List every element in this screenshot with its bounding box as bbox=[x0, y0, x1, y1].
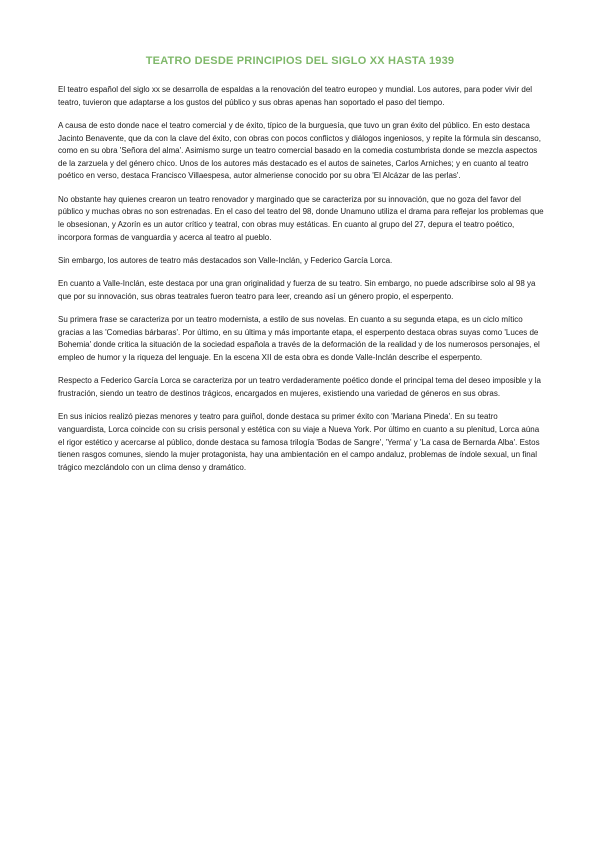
paragraph: El teatro español del siglo xx se desarrolla de espaldas a la renovación del teatro europeo y mundial. Los autores, para poder vivir del teatro, tuvieron que adaptarse a los gustos del público y sus obras apenas han soportado el paso del tiempo. bbox=[58, 85, 533, 107]
paragraph: En sus inicios realizó piezas menores y teatro para guiñol, donde destaca su primer éxito con 'Mariana Pineda'. En su teatro vanguardista, Lorca coincide con su crisis personal y estética con su viaje a Nueva York. Por último en cuanto a su plenitud, Lorca aúna el rigor estético y acercarse al público, donde destaca su famosa trilogía 'Bodas de Sangre', 'Yerma' y 'La casa de Bernarda Alba'. Estos tienen rasgos comunes, siendo la mujer protagonista, hay una ambientación en el campo andaluz, problemas de índole sexual, un final trágico mezclándolo con un clima denso y dramático. bbox=[58, 412, 540, 472]
paragraph: Respecto a Federico García Lorca se caracteriza por un teatro verdaderamente poético donde el principal tema del deseo imposible y la frustración, siendo un teatro de destinos trágicos, encargados en mujeres, existiendo una variedad de géneros en sus obras. bbox=[58, 376, 541, 399]
document-title: TEATRO DESDE PRINCIPIOS DEL SIGLO XX HASTA 1939 bbox=[145, 55, 455, 67]
paragraph: Sin embargo, los autores de teatro más destacados son Valle-Inclán, y Federico García Lorca. bbox=[58, 255, 393, 265]
paragraph: Su primera frase se caracteriza por un teatro modernista, a estilo de sus novelas. En cuanto a su segunda etapa, es un ciclo mítico gracias a las 'Comedias bárbaras'. Por último, en su última y más importante etapa, el esperpento destaca obras suyas como 'Luces de Bohemia' donde critica la situación de la sociedad española a través de la deformación de la realidad y de los numerosos personajes, el empleo de humor y la riqueza del lenguaje. En la escena XII de esta obra es donde Valle-Inclán describe el esperpento. bbox=[58, 315, 540, 363]
paragraph: No obstante hay quienes crearon un teatro renovador y marginado que se caracteriza por su innovación, que no goza del favor del público y muchas obras no son estrenadas. En el caso del teatro del 98, donde Unamuno utiliza el drama para reflejar los problemas que le obsesionan, y Azorín es un autor crítico y teatral, con obras muy estáticas. En cuanto al grupo del 27, depura el teatro poético, incorpora formas de vanguardia y acerca al teatro al pueblo. bbox=[58, 194, 544, 242]
paragraph: En cuanto a Valle-Inclán, este destaca por una gran originalidad y fuerza de su teatro. Sin embargo, no puede adscribirse solo al 98 ya que por su innovación, sus obras teatrales fueron teatro para leer, creando así un género propio, el esperpento. bbox=[58, 279, 536, 301]
document-body bbox=[58, 84, 544, 485]
paragraph: A causa de esto donde nace el teatro comercial y de éxito, típico de la burguesía, que tuvo un gran éxito del público. En esto destaca Jacinto Benavente, que da con la clave del éxito, con obras con pocos conflictos y diálogos ingeniosos, y repite la fórmula sin descanso, como en su obra 'Señora del alma'. Asimismo surge un teatro comercial basado en la comedia costumbrista donde se mezcla aspectos de la zarzuela y del género chico. Unos de los autores más destacado es el autos de sainetes, Carlos Arniches; y en cuanto al teatro poético en verso, destaca Francisco Villaespesa, autor almeriense conocido por su obra 'El Alcázar de las perlas'. bbox=[58, 120, 541, 181]
